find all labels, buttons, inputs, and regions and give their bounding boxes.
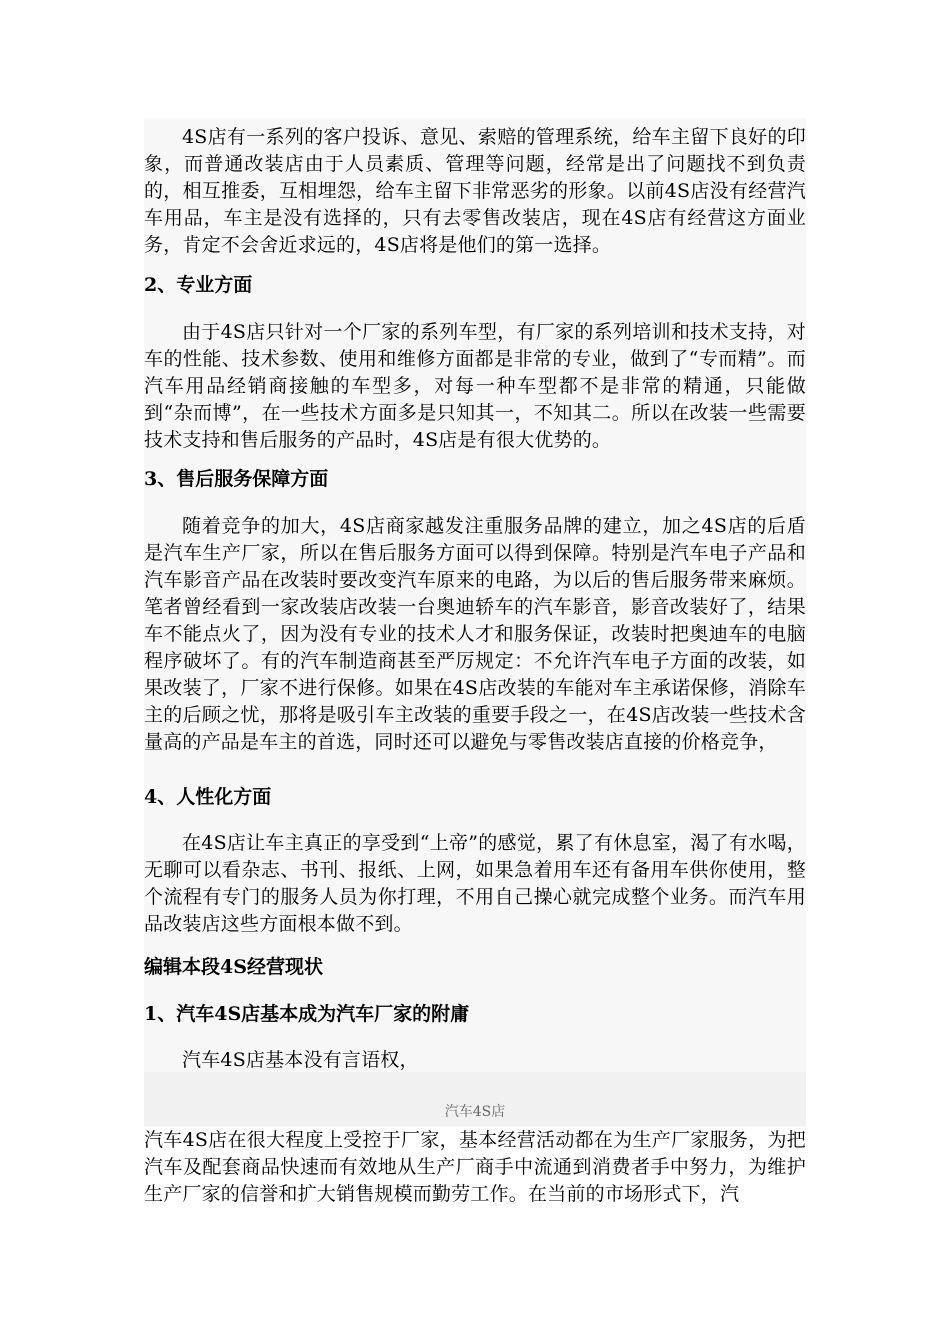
document-page xyxy=(144,0,806,1344)
heading-professional: 2、专业方面 xyxy=(144,274,253,296)
paragraph-customer-service: 4S店有一系列的客户投诉、意见、索赔的管理系统，给车主留下良好的印象，而普通改装店由于人员素质、管理等问题，经常是出了问题找不到负责的，相互推委，互相埋怨，给车主留下非常恶劣的形象。以前4S店没有经营汽车用品，车主是没有选择的，只有去零售改装店，现在4S店有经营这方面业务，肯定不会舍近求远的，4S店将是他们的第一选择。 xyxy=(144,126,806,256)
heading-after-sales: 3、售后服务保障方面 xyxy=(144,468,329,490)
paragraph-no-voice: 汽车4S店基本没有言语权， xyxy=(182,1049,419,1071)
heading-business-status: 编辑本段4S经营现状 xyxy=(144,956,323,978)
image-caption: 汽车4S店 xyxy=(444,1104,506,1120)
paragraph-after-sales: 随着竞争的加大，4S店商家越发注重服务品牌的建立，加之4S店的后盾是汽车生产厂家，所以在售后服务方面可以得到保障。特别是汽车电子产品和汽车影音产品在改装时要改变汽车原来的电路，为以后的售后服务带来麻烦。笔者曾经看到一家改装店改装一台奥迪轿车的汽车影音，影音改装好了，结果车不能点火了，因为没有专业的技术人才和服务保证，改装时把奥迪车的电脑程序破坏了。有的汽车制造商甚至严厉规定：不允许汽车电子方面的改装，如果改装了，厂家不进行保修。如果在4S店改装的车能对车主承诺保修，消除车主的后顾之忧，那将是吸引车主改装的重要手段之一，在4S店改装一些技术含量高的产品是车主的首选，同时还可以避免与零售改装店直接的价格竞争， xyxy=(144,515,806,753)
paragraph-controlled-by-manufacturer: 汽车4S店在很大程度上受控于厂家，基本经营活动都在为生产厂家服务，为把汽车及配套商品快速而有效地从生产厂商手中流通到消费者手中努力，为维护生产厂家的信誉和扩大销售规模而勤劳工作。在当前的市场形式下，汽 xyxy=(144,1127,806,1208)
paragraph-humanization: 在4S店让车主真正的享受到“上帝”的感觉，累了有休息室，渴了有水喝，无聊可以看杂志、书刊、报纸、上网，如果急着用车还有备用车供你使用，整个流程有专门的服务人员为你打理，不用自己操心就完成整个业务。而汽车用品改装店这些方面根本做不到。 xyxy=(144,832,806,935)
heading-humanization: 4、人性化方面 xyxy=(144,786,272,808)
heading-dependency: 1、汽车4S店基本成为汽车厂家的附庸 xyxy=(144,1003,470,1025)
paragraph-professional: 由于4S店只针对一个厂家的系列车型，有厂家的系列培训和技术支持，对车的性能、技术参数、使用和维修方面都是非常的专业，做到了“专而精”。而汽车用品经销商接触的车型多，对每一种车型都不是非常的精通，只能做到“杂而博”，在一些技术方面多是只知其一，不知其二。所以在改装一些需要技术支持和售后服务的产品时，4S店是有很大优势的。 xyxy=(144,321,806,451)
